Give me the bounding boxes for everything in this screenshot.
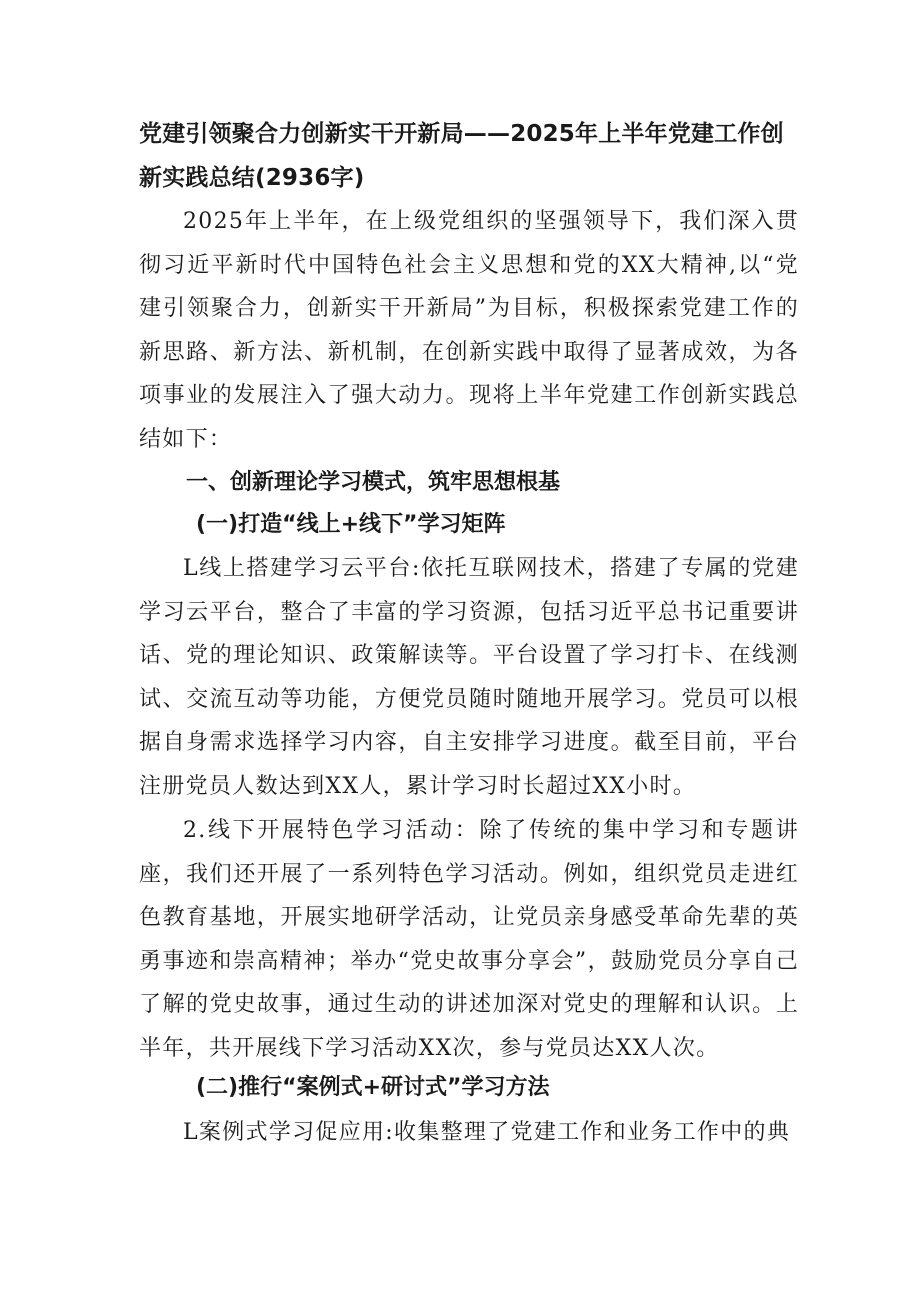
paragraph-online-platform: L线上搭建学习云平台:依托互联网技术，搭建了专属的党建学习云平台，整合了丰富的学习资源，包括习近平总书记重要讲话、党的理论知识、政策解读等。平台设置了学习打卡、在线测试、交流互动等功能，方便党员随时随地开展学习。党员可以根据自身需求选择学习内容，自主安排学习进度。截至目前，平台注册党员人数达到XX人，累计学习时长超过XX小时。 bbox=[139, 556, 799, 799]
subsection-heading-1: (一)打造“线上+线下”学习矩阵 bbox=[196, 512, 506, 537]
section-heading-1: 一、创新理论学习模式，筑牢思想根基 bbox=[186, 470, 561, 495]
paragraph-case-study: L案例式学习促应用:收集整理了党建工作和业务工作中的典 bbox=[183, 1120, 791, 1145]
subsection-heading-2: (二)推行“案例式+研讨式”学习方法 bbox=[196, 1075, 550, 1100]
paragraph-offline-activities: 2.线下开展特色学习活动：除了传统的集中学习和专题讲座，我们还开展了一系列特色学习活动。例如，组织党员走进红色教育基地，开展实地研学活动，让党员亲身感受革命先辈的英勇事迹和崇高精神；举办“党史故事分享会”，鼓励党员分享自己了解的党史故事，通过生动的讲述加深对党史的理解和认识。上半年，共开展线下学习活动XX次，参与党员达XX人次。 bbox=[139, 818, 799, 1061]
document-title: 党建引领聚合力创新实干开新局——2025年上半年党建工作创新实践总结(2936字) bbox=[139, 121, 784, 191]
intro-paragraph: 2025年上半年，在上级党组织的坚强领导下，我们深入贯彻习近平新时代中国特色社会主义思想和党的XX大精神,以“党建引领聚合力，创新实干开新局”为目标，积极探索党建工作的新思路、新方法、新机制，在创新实践中取得了显著成效，为各项事业的发展注入了强大动力。现将上半年党建工作创新实践总结如下： bbox=[139, 209, 799, 452]
